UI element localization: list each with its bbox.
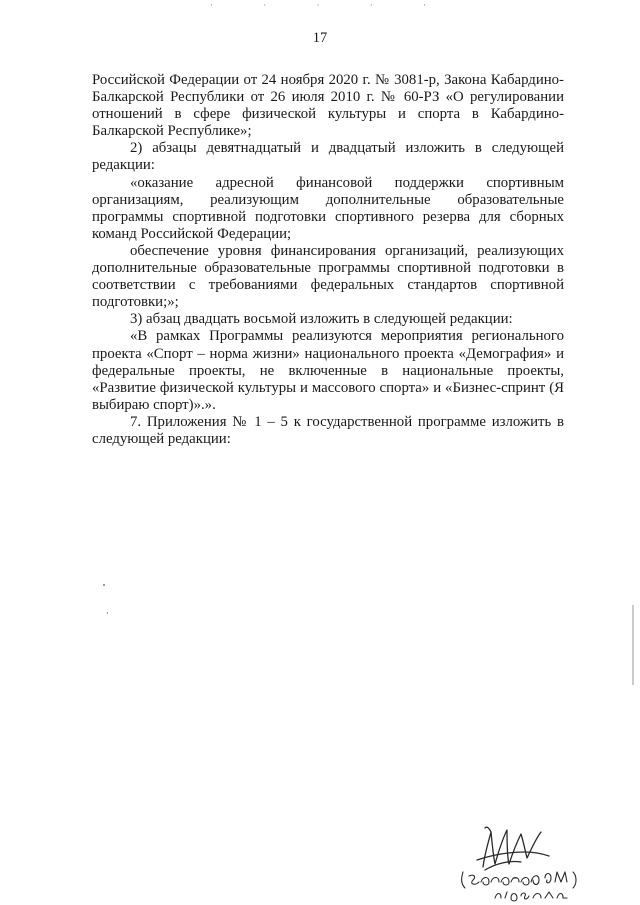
paragraph: 3) абзац двадцать восьмой изложить в следующей редакции:: [130, 311, 513, 328]
paragraph: 2) абзацы девятнадцатый и двадцатый изложить в следующей редакции:: [92, 140, 564, 174]
document-body: [92, 72, 564, 448]
scan-speck: [632, 605, 634, 685]
handwritten-signature: [455, 812, 615, 902]
scan-artifact-dots: · · · · ·: [210, 0, 450, 10]
paragraph: Российской Федерации от 24 ноября 2020 г. № 3081-р, Закона Кабардино-Балкарской Республики от 26 июля 2010 г. № 60-РЗ «О регулировании отношений в сфере физической культуры и спорта в Кабардино-Балкарской Республике»;: [92, 72, 564, 140]
paragraph: обеспечение уровня финансирования организаций, реализующих дополнительные образовательные программы спортивной подготовки в соответствии с требованиями федеральных стандартов спортивной подготовки;»;: [92, 242, 564, 311]
paragraph: 7. Приложения № 1 – 5 к государственной программе изложить в следующей редакции:: [92, 413, 564, 447]
paragraph: «В рамках Программы реализуются мероприятия регионального проекта «Спорт – норма жизни» национального проекта «Демография» и федеральные проекты, не включенные в национальные проекты, «Развитие физической культуры и массового спорта» и «Бизнес-спринт (Я выбираю спорт)».».: [92, 328, 564, 413]
scan-speck: [107, 612, 108, 614]
page-number: 17: [312, 30, 328, 46]
paragraph: «оказание адресной финансовой поддержки спортивным организациям, реализующим дополнительные образовательные программы спортивной подготовки спортивного резерва для сборных команд Российской Федерации;: [92, 174, 564, 242]
scan-speck: [103, 584, 105, 586]
